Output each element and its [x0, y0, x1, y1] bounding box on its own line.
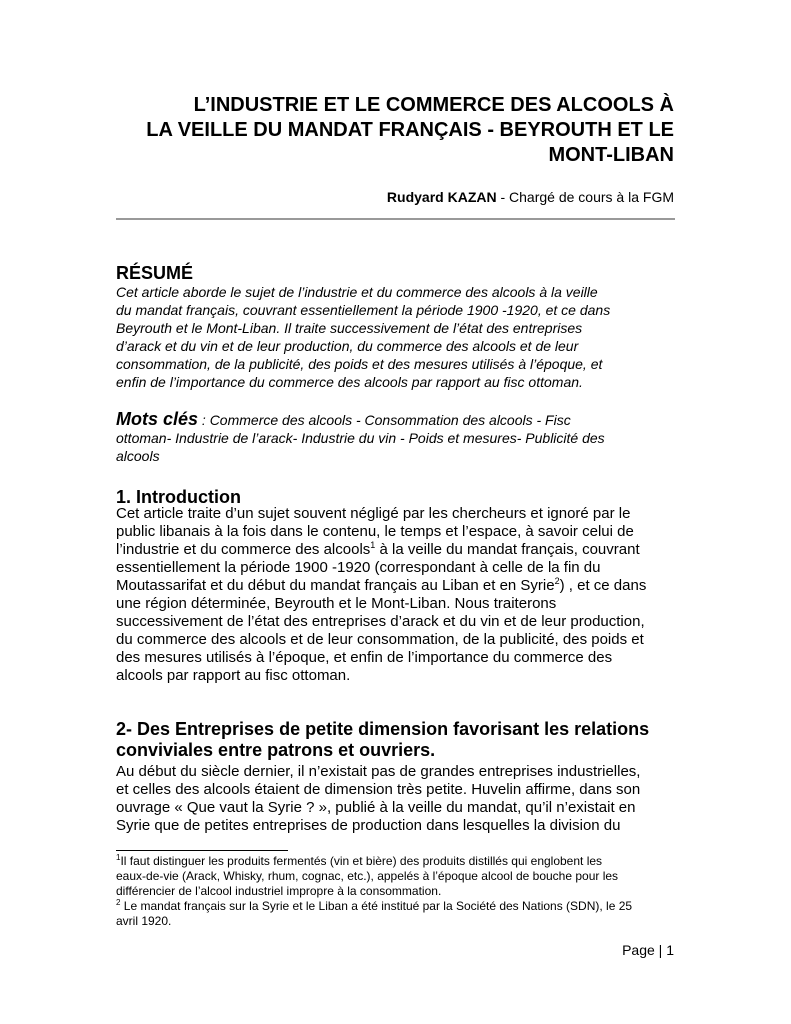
footnote-text: Le mandat français sur la Syrie et le Liban a été institué par la Société des Nations (SDN), le 25: [120, 899, 633, 913]
body-line: des mesures utilisés à l’époque, et enfin de l’importance du commerce des: [116, 649, 613, 666]
introduction-heading: 1. Introduction: [116, 487, 241, 507]
abstract-line: du mandat français, couvrant essentiellement la période 1900 -1920, et ce dans: [116, 302, 611, 318]
footnote-1-line: [116, 854, 686, 869]
body-line: successivement de l’état des entreprises d’arack et du vin et de leur production,: [116, 613, 645, 630]
abstract-text: [116, 283, 686, 391]
footnote-1-line: eaux-de-vie (Arack, Whisky, rhum, cognac, etc.), appelés à l’époque alcool de bouche pour les: [116, 869, 619, 883]
introduction-body: [116, 505, 646, 685]
abstract-heading: RÉSUMÉ: [116, 263, 194, 283]
keywords-line: ottoman- Industrie de l’arack- Industrie du vin - Poids et mesures- Publicité des: [116, 430, 605, 446]
body-line: et celles des alcools étaient de dimension très petite. Huvelin affirme, dans son: [116, 781, 641, 798]
body-text: Moutassarifat et du début du mandat français au Liban et en Syrie: [116, 577, 555, 594]
article-title: [118, 93, 674, 168]
body-line: du commerce des alcools et de leur consommation, de la publicité, des poids et: [116, 631, 644, 648]
author-affiliation: - Chargé de cours à la FGM: [496, 189, 674, 205]
body-line: une région déterminée, Beyrouth et le Mont-Liban. Nous traiterons: [116, 595, 557, 612]
body-text: l’industrie et du commerce des alcools: [116, 541, 371, 558]
footnote-2-line: avril 1920.: [116, 914, 172, 928]
body-line: alcools par rapport au fisc ottoman.: [116, 667, 351, 684]
footnote-marker: 1: [116, 853, 121, 862]
body-line: essentiellement la période 1900 -1920 (correspondant à celle de la fin du: [116, 559, 601, 576]
keywords-line: alcools: [116, 448, 160, 464]
body-line: Au début du siècle dernier, il n’existait pas de grandes entreprises industrielles,: [116, 763, 641, 780]
body-text: ) , et ce dans: [559, 577, 647, 594]
section-2-heading: [116, 719, 686, 761]
body-line: ouvrage « Que vaut la Syrie ? », publié à la veille du mandat, qu’il n’existait en: [116, 799, 636, 816]
author-line: [118, 189, 674, 206]
page-number: Page | 1: [622, 942, 674, 958]
title-line: MONT-LIBAN: [548, 144, 674, 166]
footnote-ref-1[interactable]: 1: [370, 540, 376, 550]
body-line: public libanais à la fois dans le contenu, le temps et l’espace, à savoir celui de: [116, 523, 634, 540]
header-divider: [116, 218, 675, 220]
abstract-line: d’arack et du vin et de leur production, du commerce des alcools et de leur: [116, 338, 579, 354]
footnote-text: Il faut distinguer les produits fermentés (vin et bière) des produits distillés qui englobent les: [120, 854, 603, 868]
abstract-line: enfin de l’importance du commerce des alcools par rapport au fisc ottoman.: [116, 374, 583, 390]
keywords-line: : Commerce des alcools - Consommation des alcools - Fisc: [198, 412, 571, 428]
body-text: à la veille du mandat français, couvrant: [375, 541, 640, 558]
body-line: Cet article traite d’un sujet souvent négligé par les chercheurs et ignoré par le: [116, 505, 631, 522]
section-2-body: [116, 763, 640, 835]
footnote-separator: [116, 850, 288, 851]
author-name: Rudyard KAZAN: [386, 189, 497, 205]
footnote-marker: 2: [116, 898, 121, 907]
keywords-block: [116, 410, 686, 465]
body-line: Syrie que de petites entreprises de production dans lesquelles la division du: [116, 817, 621, 834]
footnotes: [116, 854, 686, 929]
body-line: [116, 541, 646, 559]
title-line: LA VEILLE DU MANDAT FRANÇAIS - BEYROUTH ET LE: [146, 119, 674, 141]
heading-line: 2- Des Entreprises de petite dimension favorisant les relations: [116, 719, 650, 739]
footnote-ref-2[interactable]: 2: [554, 576, 560, 586]
abstract-line: consommation, de la publicité, des poids et des mesures utilisés à l’époque, et: [116, 356, 603, 372]
body-line: [116, 577, 646, 595]
keywords-label: Mots clés: [116, 409, 199, 429]
heading-line: conviviales entre patrons et ouvriers.: [116, 740, 436, 760]
abstract-line: Beyrouth et le Mont-Liban. Il traite successivement de l’état des entreprises: [116, 320, 583, 336]
abstract-line: Cet article aborde le sujet de l’industrie et du commerce des alcools à la veille: [116, 284, 598, 300]
title-line: L’INDUSTRIE ET LE COMMERCE DES ALCOOLS À: [193, 94, 674, 116]
footnote-2-line: [116, 899, 686, 914]
footnote-1-line: différencier de l’alcool industriel impropre à la consommation.: [116, 884, 442, 898]
